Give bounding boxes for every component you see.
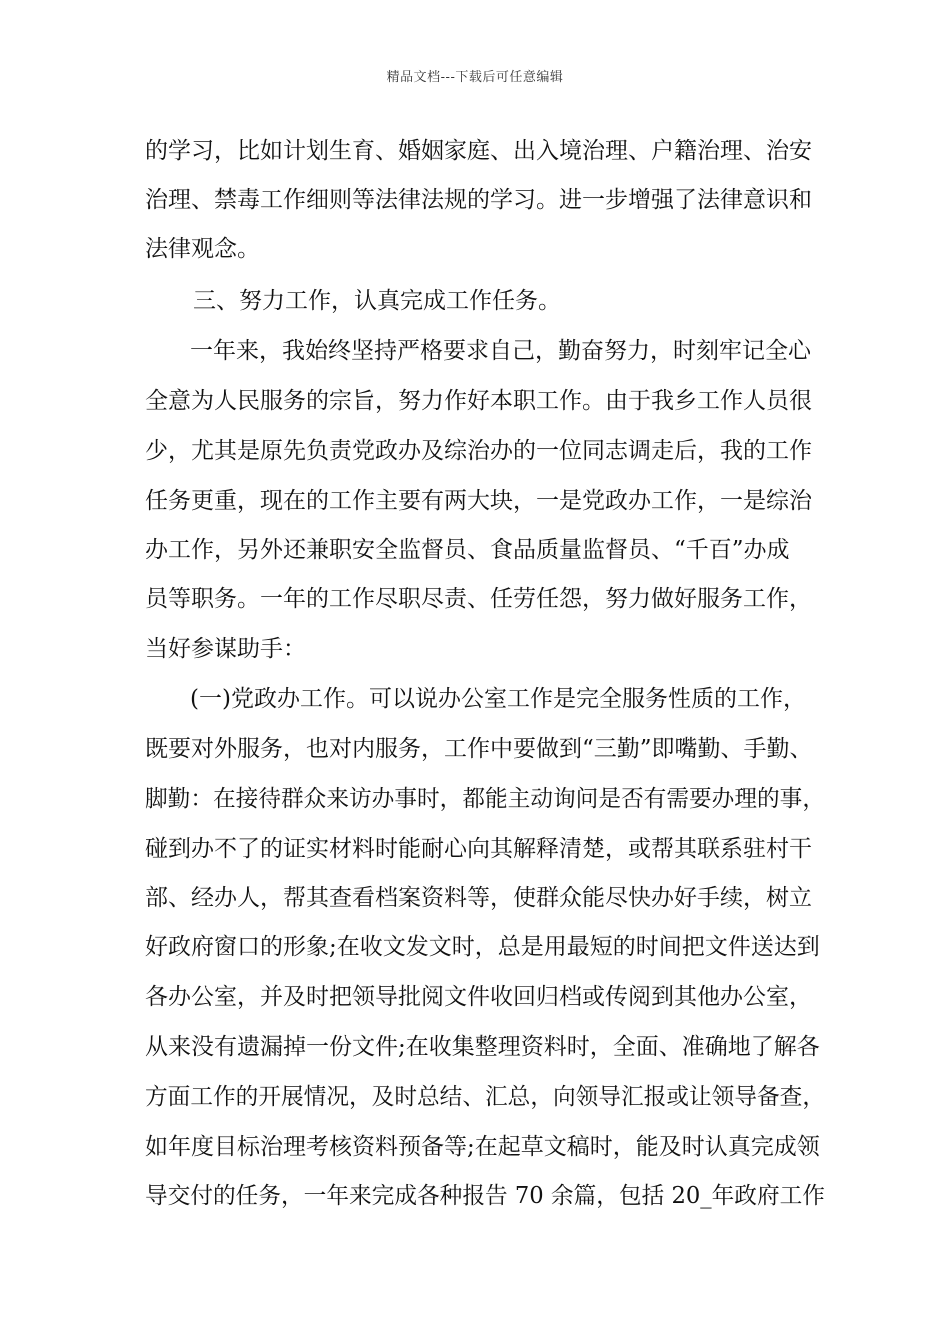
text-line: 的学习，比如计划生育、婚姻家庭、出入境治理、户籍治理、治安 <box>145 138 812 164</box>
text-line: 部、经办人，帮其查看档案资料等，使群众能尽快办好手续，树立 <box>145 885 812 911</box>
text-line: 导交付的任务，一年来完成各种报告 70 余篇，包括 20_年政府工作 <box>145 1183 825 1209</box>
text-line: 任务更重，现在的工作主要有两大块，一是党政办工作，一是综治 <box>145 488 812 514</box>
text-line: 全意为人民服务的宗旨，努力作好本职工作。由于我乡工作人员很 <box>145 388 812 414</box>
text-line: 碰到办不了的证实材料时能耐心向其解释清楚，或帮其联系驻村干 <box>145 836 812 862</box>
subsection-heading: (一)党政办工作。可以说办公室工作是完全服务性质的工作， <box>190 686 806 712</box>
text-line: 员等职务。一年的工作尽职尽责、任劳任怨，努力做好服务工作， <box>145 586 812 612</box>
text-line: 脚勤：在接待群众来访办事时，都能主动询问是否有需要办理的事， <box>145 786 825 812</box>
text-line: 从来没有遗漏掉一份文件;在收集整理资料时，全面、准确地了解各 <box>145 1034 820 1060</box>
text-line: 如年度目标治理考核资料预备等;在起草文稿时，能及时认真完成领 <box>145 1134 820 1160</box>
text-line: 少，尤其是原先负责党政办及综治办的一位同志调走后，我的工作 <box>145 438 812 464</box>
text-line: 各办公室，并及时把领导批阅文件收回归档或传阅到其他办公室， <box>145 984 812 1010</box>
page-header: 精品文档---下载后可任意编辑 <box>386 70 564 85</box>
text-line: 一年来，我始终坚持严格要求自己，勤奋努力，时刻牢记全心 <box>190 338 811 364</box>
text-line: 既要对外服务，也对内服务，工作中要做到“三勤”即嘴勤、手勤、 <box>145 736 813 762</box>
text-line: 法律观念。 <box>145 236 260 262</box>
text-line: 当好参谋助手： <box>145 636 306 662</box>
section-heading: 三、努力工作，认真完成工作任务。 <box>193 288 561 314</box>
text-line: 好政府窗口的形象;在收文发文时，总是用最短的时间把文件送达到 <box>145 934 820 960</box>
text-line: 治理、禁毒工作细则等法律法规的学习。进一步增强了法律意识和 <box>145 187 812 213</box>
text-line: 办工作，另外还兼职安全监督员、食品质量监督员、“千百”办成 <box>145 537 790 563</box>
text-line: 方面工作的开展情况，及时总结、汇总，向领导汇报或让领导备查， <box>145 1084 825 1110</box>
